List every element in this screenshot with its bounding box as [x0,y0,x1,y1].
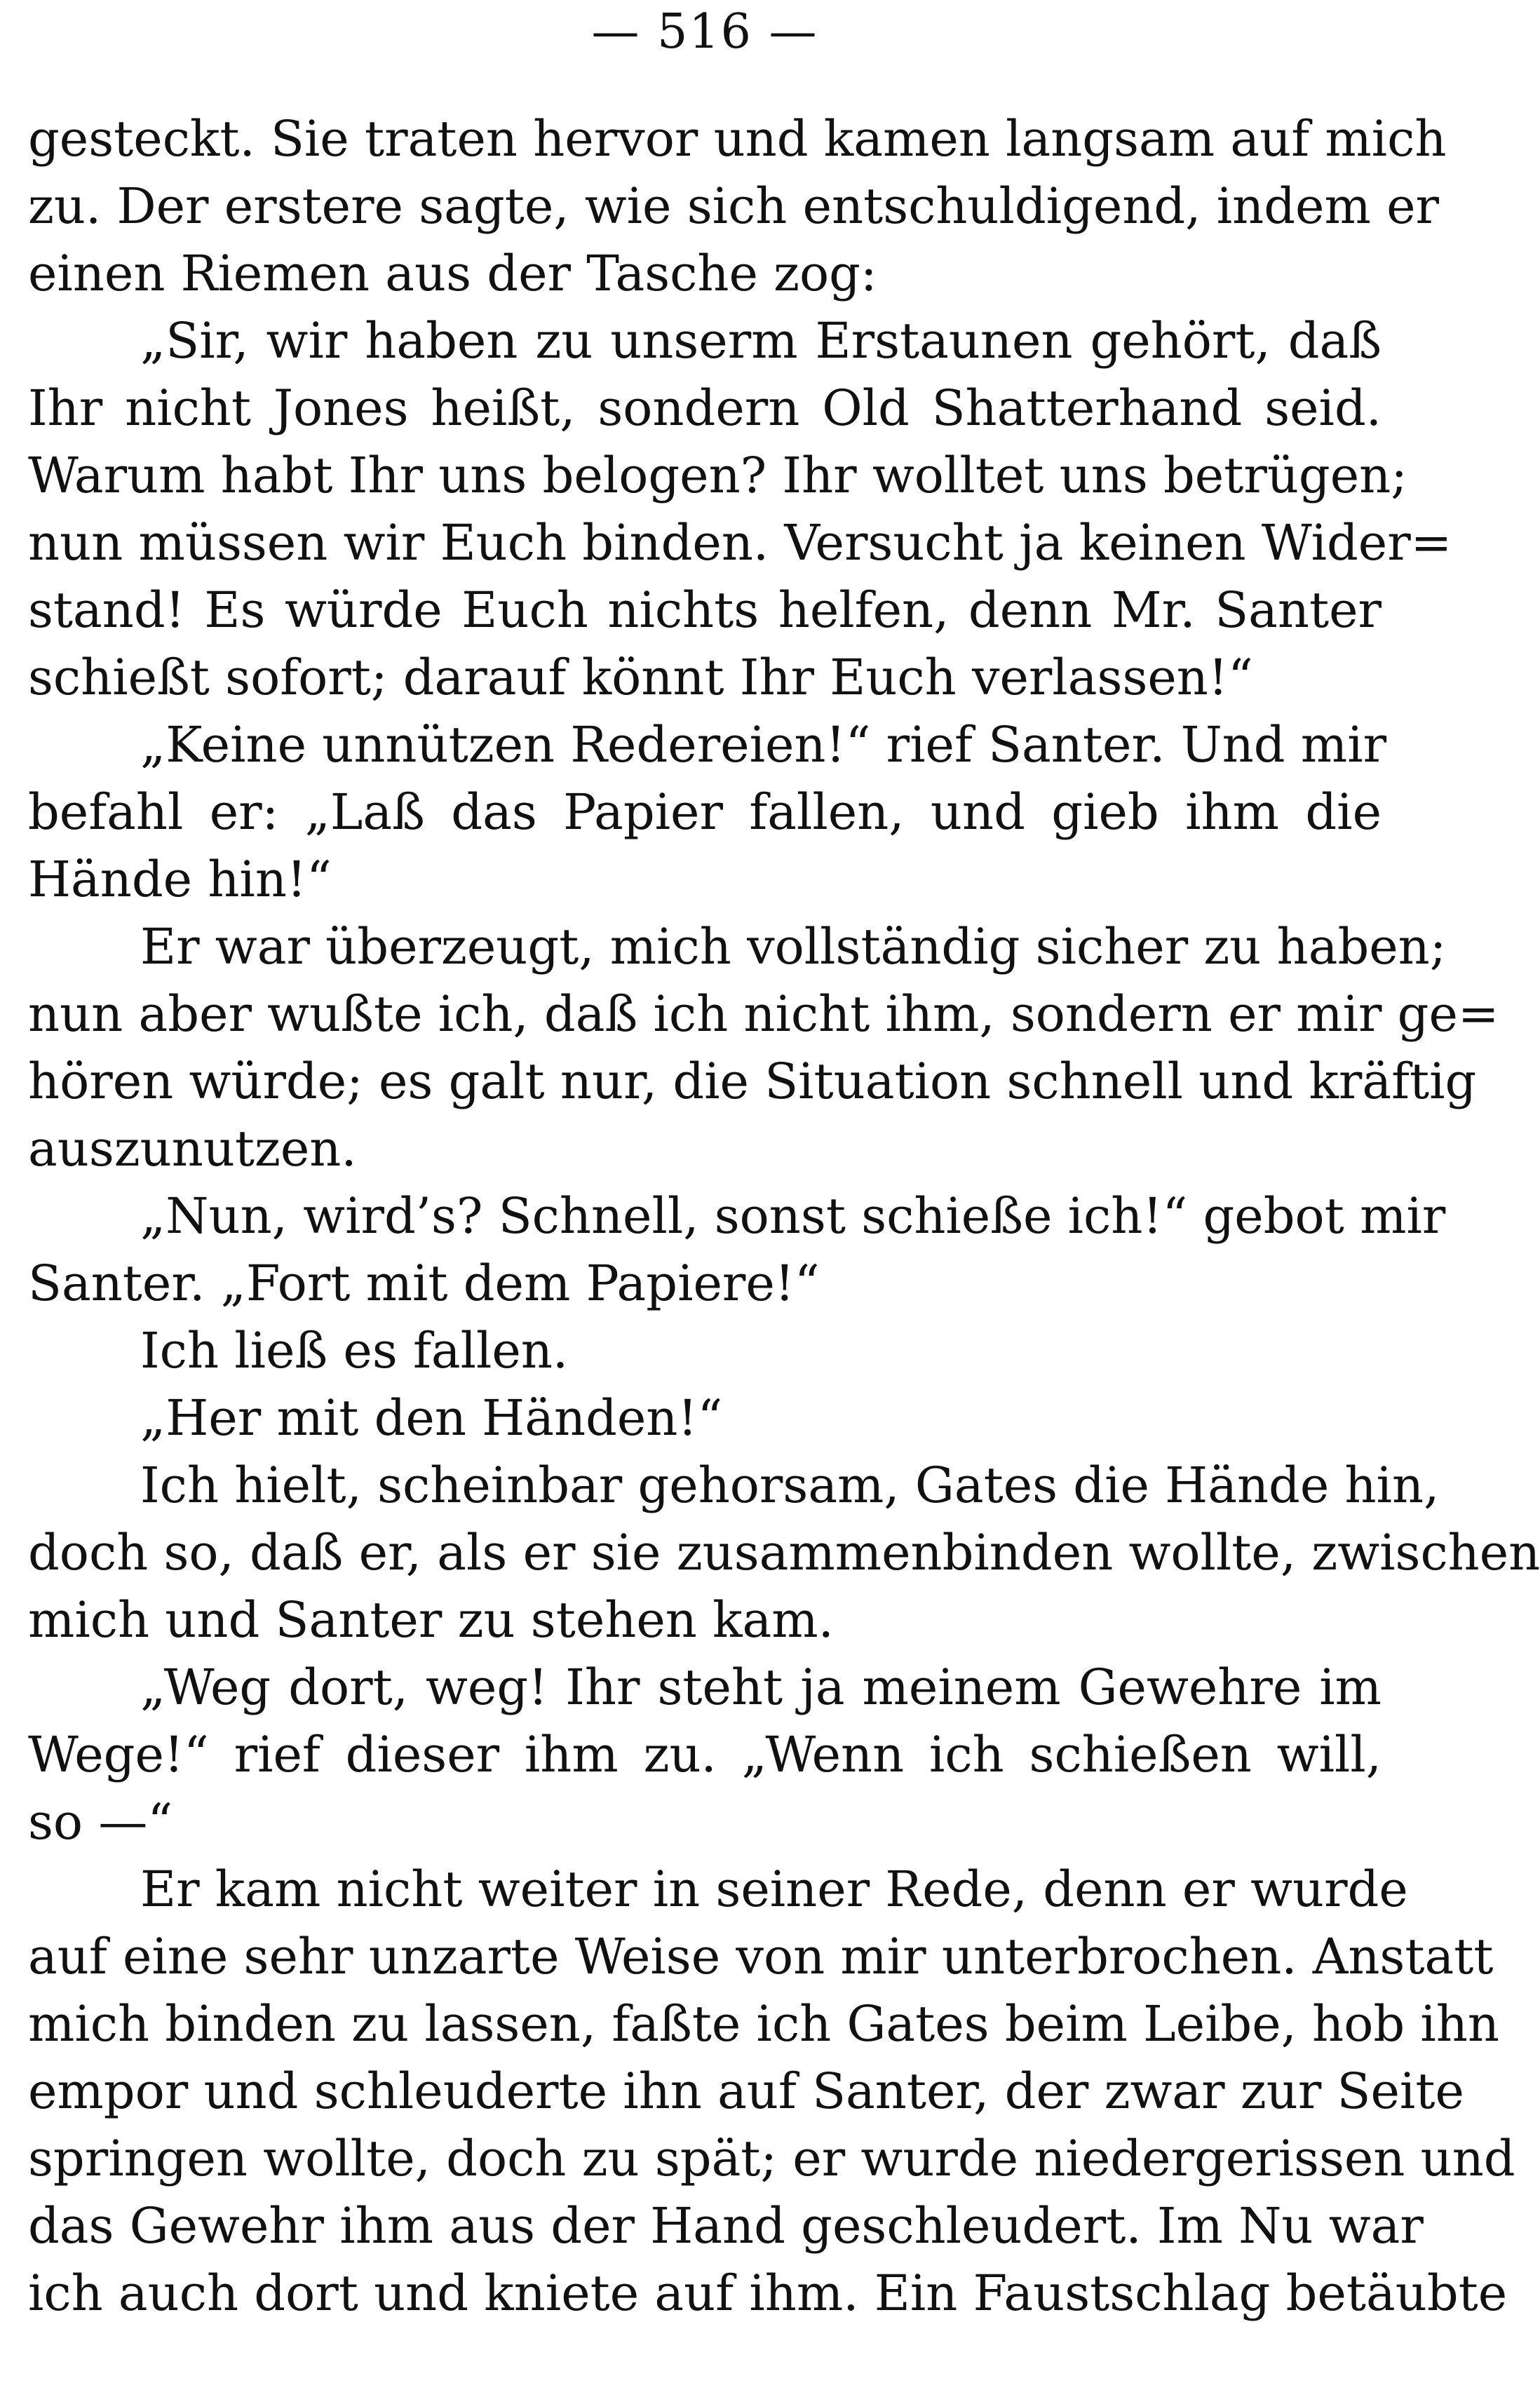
text-line: „Her mit den Händen!“ [140,1389,723,1447]
text-line: „Weg dort, weg! Ihr steht ja meinem Gewehre im [140,1659,1382,1716]
text-line: ich auch dort und kniete auf ihm. Ein Faustschlag betäubte [28,2264,1508,2322]
text-line: gesteckt. Sie traten hervor und kamen langsam auf mich [28,110,1447,168]
text-line: nun müssen wir Euch binden. Versucht ja keinen Wider= [28,514,1452,572]
text-line: Er war überzeugt, mich vollständig sicher zu haben; [140,918,1447,975]
text-line: nun aber wußte ich, daß ich nicht ihm, sondern er mir ge= [28,985,1499,1043]
text-line: Er kam nicht weiter in seiner Rede, denn er wurde [140,1861,1408,1918]
text-line: auszunutzen. [28,1120,357,1177]
text-line: befahl er: „Laß das Papier fallen, und gieb ihm die [28,783,1382,841]
text-line: „Nun, wird’s? Schnell, sonst schieße ich!“ gebot mir [140,1187,1446,1245]
text-line: Ich hielt, scheinbar gehorsam, Gates die Hände hin, [140,1457,1440,1514]
text-line: stand! Es würde Euch nichts helfen, denn Mr. Santer [28,581,1382,639]
text-line: Santer. „Fort mit dem Papiere!“ [28,1255,820,1312]
text-line: mich binden zu lassen, faßte ich Gates beim Leibe, hob ihn [28,1995,1499,2053]
text-line: Warum habt Ihr uns belogen? Ihr wolltet uns betrügen; [28,447,1407,504]
text-line: hören würde; es galt nur, die Situation schnell und kräftig [28,1053,1477,1110]
text-line: Ihr nicht Jones heißt, sondern Old Shatterhand seid. [28,379,1382,437]
page-number: — 516 — [591,4,818,60]
book-page [28,0,1540,2390]
text-line: empor und schleuderte ihn auf Santer, der zwar zur Seite [28,2062,1464,2120]
text-line: „Sir, wir haben zu unserm Erstaunen gehört, daß [140,312,1382,370]
text-line: zu. Der erstere sagte, wie sich entschuldigend, indem er [28,177,1439,235]
text-line: auf eine sehr unzarte Weise von mir unterbrochen. Anstatt [28,1928,1494,1985]
text-line: schießt sofort; darauf könnt Ihr Euch verlassen!“ [28,649,1253,706]
text-line: „Keine unnützen Redereien!“ rief Santer. Und mir [140,716,1387,774]
text-line: Ich ließ es fallen. [140,1322,569,1379]
text-line: Hände hin!“ [28,851,332,908]
text-line: Wege!“ rief dieser ihm zu. „Wenn ich schießen will, [28,1726,1382,1783]
text-line: so —“ [28,1793,173,1851]
text-line: springen wollte, doch zu spät; er wurde niedergerissen und [28,2130,1515,2187]
text-line: mich und Santer zu stehen kam. [28,1591,834,1649]
text-line: das Gewehr ihm aus der Hand geschleudert. Im Nu war [28,2197,1424,2255]
text-line: einen Riemen aus der Tasche zog: [28,245,877,302]
text-line: doch so, daß er, als er sie zusammenbinden wollte, zwischen [28,1524,1540,1581]
